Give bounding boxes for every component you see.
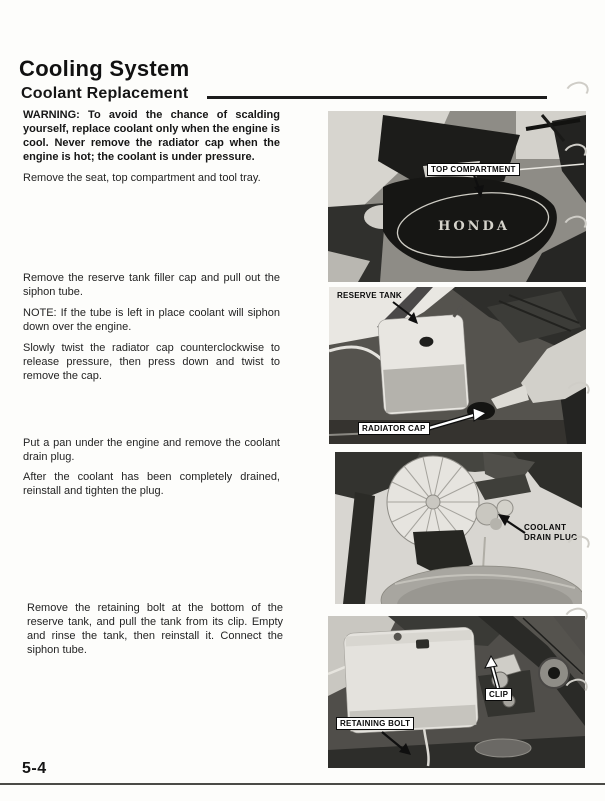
photo-top-compartment (328, 111, 586, 282)
photo-coolant-drain-plug (335, 452, 582, 604)
step-radiator-cap: Slowly twist the radiator cap counterclockwise to release pressure, then press down and twist to remove the cap. (23, 342, 280, 382)
label-reserve-tank: RESERVE TANK (337, 291, 402, 300)
chapter-title: Cooling System (19, 56, 190, 81)
step-reinstall-plug: After the coolant has been completely drained, reinstall and tighten the plug. (23, 471, 280, 497)
step-remove-seat: Remove the seat, top compartment and tool tray. (23, 172, 261, 184)
label-coolant-drain-plug-line2: DRAIN PLUG (524, 533, 578, 542)
section-rule (207, 96, 547, 99)
photo-reserve-tank-illustration (329, 287, 586, 444)
section-title: Coolant Replacement (21, 85, 189, 102)
label-radiator-cap: RADIATOR CAP (358, 422, 430, 435)
step-retaining-bolt: Remove the retaining bolt at the bottom of the reserve tank, and pull the tank from its clip. Empty and rinse the tank, then reinstall it. Connect the siphon tube. (27, 602, 283, 656)
bottom-rule (0, 783, 605, 785)
label-top-compartment: TOP COMPARTMENT (427, 163, 520, 176)
honda-tank-logo: HONDA (438, 219, 510, 234)
photo-reserve-tank (329, 287, 586, 444)
label-retaining-bolt: RETAINING BOLT (336, 717, 414, 730)
photo-top-compartment-illustration (328, 111, 586, 282)
label-coolant-drain-plug-line1: COOLANT (524, 523, 567, 532)
step-drain-pan: Put a pan under the engine and remove the coolant drain plug. (23, 437, 280, 463)
step-reserve-tank-cap: Remove the reserve tank filler cap and pull out the siphon tube. (23, 272, 280, 298)
label-clip: CLIP (485, 688, 512, 701)
warning-paragraph: WARNING: To avoid the chance of scalding yourself, replace coolant only when the engine is cool. Never remove the radiator cap when the engine is hot; the coolant is under pressure. (23, 109, 280, 163)
note-paragraph: NOTE: If the tube is left in place coolant will siphon down over the engine. (23, 307, 280, 333)
photo-retaining-bolt-illustration (328, 616, 585, 768)
page-number: 5-4 (22, 760, 47, 777)
photo-retaining-bolt (328, 616, 585, 768)
binder-hole-mark (563, 79, 591, 104)
